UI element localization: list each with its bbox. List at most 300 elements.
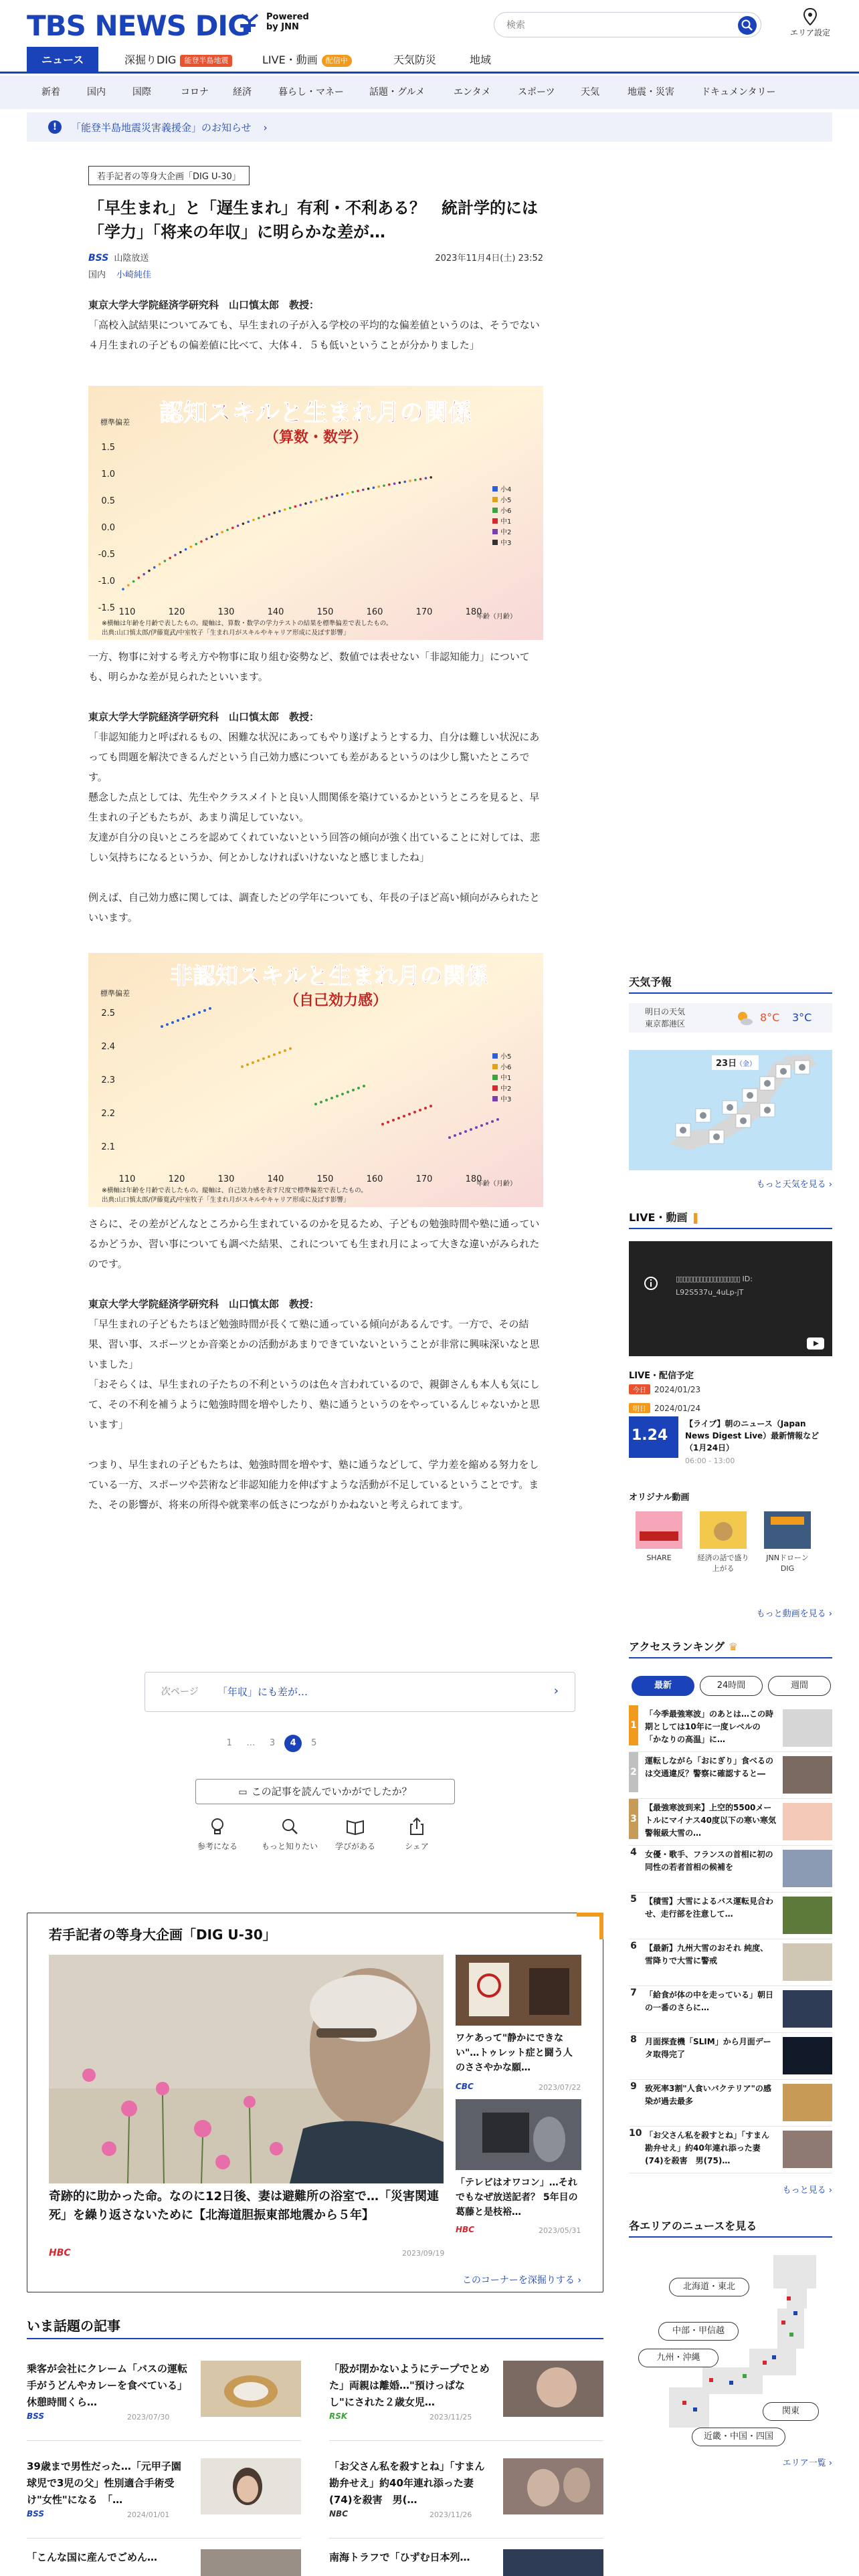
subnav-entertainment[interactable]: エンタメ (454, 87, 491, 98)
ranking-thumb (783, 2131, 832, 2168)
series-side-source-2: HBC (456, 2225, 474, 2234)
trending-item[interactable]: 「こんな国に産んでごめん… (27, 2549, 301, 2576)
chart1-point (419, 478, 422, 481)
chart2-point (177, 1019, 179, 1022)
chart1-point (393, 482, 396, 485)
next-page-link[interactable]: 次ページ 「年収」にも差が… › (145, 1672, 575, 1712)
chart1-point (425, 477, 427, 479)
chart2-legend-swatch (492, 1064, 498, 1069)
chart2-xtick: 180 (465, 1174, 482, 1184)
speaker-label: 東京大学大学院経済学研究科 山口慎太郎 教授： (88, 711, 320, 723)
chart1-point (237, 524, 240, 527)
ranking-item[interactable] (629, 1705, 832, 1752)
chart1-point (263, 515, 266, 518)
original-video-title: オリジナル動画 (629, 1493, 690, 1503)
nav-news[interactable]: ニュース (27, 47, 98, 74)
youtube-icon (807, 1337, 824, 1350)
weather-more-link[interactable]: もっと天気を見る › (756, 1180, 832, 1190)
subnav-new[interactable]: 新着 (41, 87, 60, 98)
area-chubu[interactable]: 中部・甲信越 (658, 2322, 739, 2341)
chart1-note1: ※横軸は年齢を月齢で表したもの。縦軸は、算数・数学の学力テストの結果を標準偏差で表したもの。 (102, 620, 393, 627)
chart1-xtick: 180 (465, 607, 482, 617)
chart1-xlabel: 年齢（月齢） (476, 613, 516, 621)
ranking-item[interactable] (629, 2127, 832, 2173)
area-news-title: 各エリアのニュースを見る (629, 2220, 757, 2232)
chart1-point (310, 501, 312, 504)
paragraph: 例えば、自己効力感に関しては、調査したどの学年についても、年長の子ほど高い傾向がみられたといいます。 (88, 891, 540, 924)
chart1-legend-label: 中2 (500, 529, 512, 536)
subnav-intl[interactable]: 国際 (132, 87, 151, 98)
ranking-item[interactable] (629, 2080, 832, 2127)
chart1-point (174, 554, 177, 556)
map-day: （金） (736, 1061, 756, 1068)
ranking-text: 【最強寒波到来】上空的5500メートルにマイナス40度以下の寒い寒気 警報級大雪の… (645, 1803, 776, 1838)
chart2-xtick: 160 (366, 1174, 383, 1184)
chart2-subtitle: （自己効力感） (284, 992, 388, 1009)
chart1-xtick: 140 (267, 607, 284, 617)
feedback-helpful[interactable]: 参考になる (187, 1816, 248, 1852)
article-source[interactable]: 山陰放送 (114, 253, 149, 263)
page-3[interactable]: 3 (269, 1738, 276, 1748)
chart2-point (363, 1085, 365, 1087)
article-headline: 「早生まれ」と「遅生まれ」有利・不利ある？ 統計学的には「学力」「将来の年収」に明らかな差が… (88, 199, 538, 241)
site-logo[interactable]: TBS NEWS DIG (27, 9, 250, 42)
chart1-point (138, 576, 140, 579)
chart2-point (430, 1105, 432, 1107)
subnav-corona[interactable]: コロナ (181, 87, 209, 98)
original-caption[interactable]: SHARE (646, 1553, 672, 1562)
nav-live[interactable]: LIVE・動画 配信中 (262, 47, 352, 74)
trending-thumb (503, 2458, 603, 2514)
ranking-item[interactable] (629, 1752, 832, 1799)
weather-spot-icon (713, 1134, 720, 1140)
chart2-point (289, 1047, 292, 1050)
divider (629, 2236, 832, 2238)
ranking-item[interactable] (629, 1939, 832, 1986)
chart2-point (413, 1111, 416, 1113)
chart2-title: 非認知スキルと生まれ月の関係 (170, 963, 488, 990)
ranking-tab-24h[interactable]: 24時間 (700, 1676, 763, 1696)
ranking-title: アクセスランキング ♛ (629, 1640, 738, 1653)
ranking-thumb (783, 1897, 832, 1934)
chart2-point (257, 1059, 260, 1062)
chart2-point (262, 1057, 265, 1060)
ranking-number: 10 (629, 2128, 642, 2139)
chart2-point (193, 1013, 195, 1016)
area-kinki[interactable]: 近畿・中国・四国 (692, 2428, 785, 2446)
original-caption[interactable]: JNNドローンDIG (766, 1553, 809, 1573)
chart2-ytick: 2.4 (101, 1042, 115, 1052)
chart2-legend-swatch (492, 1053, 498, 1059)
trending-item[interactable]: 39歳まで男性だった…「元甲子園球児で3児の父」性別適合手術受け"女性"になる 「… BSS 2024/01/01 (27, 2458, 301, 2539)
live-title: LIVE・動画 ❚ (629, 1211, 700, 1224)
ranking-text: 「今季最強寒波」のあとは…この時期としては10年に一度レベルの「かなりの高温」に… (645, 1709, 774, 1744)
feedback-learn[interactable]: 学びがある (325, 1816, 385, 1852)
ranking-text: 【最新】九州大雪のおそれ 純度、雪降りで大雪に警戒 (645, 1943, 769, 1965)
subnav-economy[interactable]: 経済 (233, 87, 252, 98)
chart1-point (430, 476, 432, 479)
speaker-label: 東京大学大学院経済学研究科 山口慎太郎 教授： (88, 1298, 320, 1310)
chart2-point (330, 1097, 333, 1099)
chart2-point (392, 1119, 395, 1121)
chart1-point (142, 573, 145, 576)
chart2-point (352, 1089, 355, 1091)
chart2-xtick: 150 (316, 1174, 334, 1184)
chart1-point (159, 563, 161, 566)
chart1-legend-swatch (492, 508, 498, 513)
chart1-point (377, 486, 380, 488)
video-more-link[interactable]: もっと動画を見る › (756, 1609, 832, 1619)
live-schedule-item[interactable]: 1.24 【ライブ】朝のニュース（Japan News Digest Live）最新情報など（1月24日） 06:00 - 13:00 (629, 1416, 832, 1470)
chart1-point (336, 494, 339, 497)
chart1-point (414, 479, 417, 481)
chart2-point (209, 1007, 211, 1010)
ranking-text: 女優・歌手、フランスの首相に初の同性の若者首相の候補を (645, 1850, 773, 1872)
chart1-point (247, 520, 250, 523)
paragraph: つまり、早生まれの子どもたちは、勉強時間を増やす、塾に通うなどして、学力差を縮める努力をしている一方、スポーツや芸術など非認知能力を伸ばすような活動が不足しているということです。また、その影響が、将来の所得や就業率の低さにつながりかねないと考えられてます。 (88, 1459, 539, 1511)
chart2-legend-label: 中2 (500, 1085, 512, 1093)
chart1-point (351, 491, 354, 494)
chart1-point (362, 489, 365, 492)
feedback-more[interactable]: もっと知りたい (260, 1816, 320, 1852)
notice-text: 「能登半島地震災害義援金」のお知らせ (71, 122, 252, 134)
chart1-point (341, 493, 344, 496)
area-kanto[interactable]: 関東 (763, 2402, 819, 2421)
jnn-logo-icon (240, 12, 260, 35)
nav-region[interactable]: 地域 (470, 53, 492, 66)
chart1-ytick: 0.5 (101, 496, 115, 506)
chart1-point (226, 529, 229, 532)
trending-thumb (201, 2361, 301, 2417)
search-input[interactable] (505, 18, 726, 33)
subnav-weather[interactable]: 天気 (581, 87, 599, 98)
chart1-point (164, 560, 167, 562)
chart2-legend-swatch (492, 1085, 498, 1091)
corner-accent (577, 1913, 603, 1939)
live-schedule-title: LIVE・配信予定 (629, 1371, 694, 1381)
chart1-point (273, 512, 276, 514)
weather-spot-icon (680, 1127, 686, 1134)
notice-banner[interactable] (27, 112, 832, 142)
chart2-point (341, 1093, 344, 1095)
chart2-ylabel: 標準偏差 (100, 989, 130, 998)
weather-widget[interactable]: 明日の天気 東京都港区 8°C 3°C (629, 1003, 832, 1033)
chart2-point (347, 1091, 349, 1093)
chart2-point (241, 1065, 244, 1068)
series-main-caption[interactable]: 奇跡的に助かった命。なのに12日後、妻は避難所の浴室で…「災害関連死」を繰り返さないために【北海道胆振東部地震から５年】 (49, 2189, 440, 2222)
weather-spot-icon (700, 1112, 706, 1119)
page-1[interactable]: 1 (226, 1738, 232, 1748)
weather-spot-icon (747, 1092, 753, 1099)
weather-map[interactable] (629, 1050, 832, 1170)
chart1-legend-label: 小4 (500, 486, 512, 494)
series-side-thumb-2[interactable] (456, 2099, 581, 2170)
chart1-point (148, 570, 151, 572)
ranking-thumb (783, 1943, 832, 1981)
chart2-legend-label: 小6 (500, 1064, 512, 1071)
search-button[interactable] (738, 16, 757, 35)
chart2-point (284, 1049, 286, 1052)
weather-spot-icon (780, 1068, 787, 1075)
chart1-legend-swatch (492, 518, 498, 524)
weather-spot-icon (740, 1117, 747, 1124)
ranking-thumb (783, 1803, 832, 1840)
chart1-point (132, 580, 135, 583)
weather-title: 天気予報 (629, 976, 672, 988)
ranking-number: 2 (629, 1752, 638, 1792)
ranking-text: 【積雪】大雪によるバス運転見合わせ、走行部を注意して… (645, 1897, 774, 1919)
chart2-point (448, 1136, 451, 1139)
chart1-point (315, 500, 318, 502)
trending-item[interactable]: 「お父さん私を殺すとね」「すまん勘弁せえ」約40年連れ添った妻(74)を殺害 男(… NBC 2023/11/26 (329, 2458, 603, 2539)
chart2-ytick: 2.5 (101, 1008, 115, 1018)
ranking-thumb (783, 1990, 832, 2028)
chart1-legend-label: 小5 (500, 497, 512, 504)
article-category[interactable]: 国内 (88, 270, 106, 280)
live-today: 今日 2024/01/23 (629, 1384, 700, 1394)
subnav-documentary[interactable]: ドキュメンタリー (701, 87, 776, 98)
chevron-right-icon: › (263, 122, 268, 134)
chart1-xtick: 160 (366, 607, 383, 617)
chart2-point (397, 1117, 400, 1119)
chart1-point (179, 551, 182, 554)
article-date: 2023年11月4日(土) 23:52 (435, 253, 543, 263)
search-box (494, 12, 761, 37)
original-thumb[interactable] (636, 1511, 682, 1549)
chart2-point (278, 1051, 281, 1054)
chart2-point (357, 1087, 360, 1089)
page-ellipsis: … (246, 1738, 256, 1748)
ranking-number: 6 (630, 1941, 637, 1951)
ranking-thumb (783, 1850, 832, 1887)
subnav-disaster[interactable]: 地震・災害 (628, 87, 674, 98)
divider (629, 1657, 832, 1658)
ranking-tab-weekly[interactable]: 週間 (768, 1676, 831, 1696)
area-more-link[interactable]: エリア一覧 › (782, 2458, 832, 2468)
chart1-legend-swatch (492, 529, 498, 534)
chart2-point (320, 1101, 322, 1103)
chart1-point (347, 492, 349, 495)
weather-spot-icon (727, 1104, 733, 1111)
video-error-id: ▯▯▯▯▯▯▯▯▯▯▯▯▯▯▯▯▯▯▯ ID: (676, 1275, 753, 1283)
series-section-title: 若手記者の等身大企画「DIG U-30」 (49, 1927, 276, 1943)
nav-weather[interactable]: 天気防災 (393, 53, 437, 66)
live-tomorrow: 明日 2024/01/24 (629, 1403, 700, 1413)
original-thumb[interactable] (700, 1511, 747, 1549)
original-thumb[interactable] (764, 1511, 811, 1549)
chart1-xtick: 120 (168, 607, 185, 617)
chart1-point (242, 522, 245, 525)
chart1-point (221, 531, 223, 534)
ranking-item[interactable] (629, 2033, 832, 2080)
chart1-xtick: 130 (217, 607, 235, 617)
page-5[interactable]: 5 (311, 1738, 317, 1748)
chart1-point (403, 481, 406, 484)
area-setting-button[interactable]: エリア設定 (787, 8, 834, 38)
alert-icon: ! (48, 120, 62, 134)
divider (629, 1228, 832, 1229)
chart1-point (268, 514, 271, 516)
ranking-text: 「給食が体の中を走っている」朝日の一番のさらに… (645, 1990, 774, 2012)
trending-thumb (503, 2549, 603, 2576)
weather-spot-icon (764, 1107, 771, 1113)
chart1-point (185, 548, 187, 551)
chart1-point (205, 538, 208, 540)
ranking-thumb (783, 1756, 832, 1794)
chart1-point (169, 557, 171, 560)
article-author[interactable]: 小崎純佳 (116, 270, 152, 280)
series-side-caption-1[interactable]: ワケあって"静かにできない"…トゥレット症と闘う人のささやかな願… (456, 2033, 573, 2073)
chart2-point (171, 1021, 174, 1024)
chart2-legend-label: 中1 (500, 1075, 512, 1082)
series-main-image[interactable] (49, 1955, 444, 2183)
weather-spot-icon (799, 1064, 805, 1071)
chart2-point (166, 1023, 169, 1026)
ranking-tab-latest[interactable]: 最新 (632, 1676, 694, 1696)
chart2-point (187, 1015, 190, 1018)
chart1-point (294, 506, 297, 508)
chart2-point (198, 1011, 201, 1014)
subnav-domestic[interactable]: 国内 (87, 87, 106, 98)
chart2-legend-swatch (492, 1075, 498, 1080)
chart2-point (408, 1113, 411, 1115)
share-button[interactable]: シェア (387, 1816, 447, 1852)
chart2-point (470, 1128, 472, 1131)
chart2-point (496, 1118, 499, 1121)
chart1-point (320, 498, 323, 501)
ranking-number: 3 (629, 1799, 638, 1839)
chart2-point (268, 1055, 270, 1058)
ranking-item[interactable] (629, 1986, 832, 2033)
chart2-point (459, 1132, 462, 1135)
live-video-player[interactable]: ▯▯▯▯▯▯▯▯▯▯▯▯▯▯▯▯▯▯▯ ID: L92S537u_4uLp-jT (629, 1241, 832, 1356)
chart2-point (314, 1103, 317, 1105)
ranking-number: 1 (629, 1705, 638, 1745)
divider (629, 992, 832, 994)
subnav-gourmet[interactable]: 話題・グルメ (369, 87, 425, 98)
ranking-more-link[interactable]: もっと見る › (782, 2185, 832, 2195)
chart1-point (284, 508, 286, 511)
chart1-point (200, 540, 203, 543)
chart2-point (252, 1061, 254, 1064)
search-icon (738, 16, 757, 35)
chart1-note2: 出典:山口慎太郎/伊藤寛武/中室牧子「生まれ月がスキルやキャリア形成に及ぼす影響」 (102, 629, 350, 637)
paragraph: 「高校入試結果についてみても、早生まれの子が入る学校の平均的な偏差値というのは、そうでない４月生まれの子どもの偏差値に比べて、大体４．５も低いということが分かりました」 (88, 319, 540, 351)
chart1-point (211, 536, 213, 538)
chart1-ytick: -0.5 (98, 550, 115, 560)
chart2-xtick: 140 (267, 1174, 284, 1184)
site-header (0, 0, 859, 47)
chart2-point (475, 1126, 478, 1129)
map-date: 23日 (716, 1059, 737, 1069)
main-nav (0, 47, 859, 74)
chart2-point (182, 1017, 185, 1020)
chart1-point (278, 510, 281, 513)
chart2-point (480, 1124, 483, 1127)
chart1-point (304, 502, 307, 505)
share-icon (407, 1816, 427, 1836)
trending-title: いま話題の記事 (27, 2318, 120, 2334)
lightbulb-icon (207, 1816, 227, 1836)
chart1-point (409, 479, 411, 482)
chart2-point (203, 1009, 206, 1012)
chart1-legend-swatch (492, 497, 498, 502)
series-side-caption-2[interactable]: 「テレビはオワコン」…それでもなぜ放送記者？ 5年目の葛藤と是枝裕… (456, 2177, 578, 2218)
chart1-title: 認知スキルと生まれ月の関係 (159, 399, 472, 427)
chart1-point (216, 533, 219, 536)
powered-by: Powered by JNN (266, 12, 309, 32)
chart1-legend-label: 中3 (500, 540, 512, 547)
chart1-legend-label: 中1 (500, 518, 512, 526)
trending-item[interactable]: 「股が閉かないようにテープでとめた」両親は離婚…"預けっぱなし"にされた２歳女児… RSK 2023/11/25 (329, 2361, 603, 2441)
series-more-link[interactable]: このコーナーを深掘りする › (462, 2275, 581, 2286)
paragraph: 「早生まれの子どもたちほど勉強時間が長くて塾に通っている傾向があるんです。一方で、その結果、習い事、スポーツとか音楽とかの活動があまりできていないということが非常に興味深いなと思いました」 (88, 1318, 540, 1370)
chart1-subtitle: （算数・数学） (264, 429, 368, 446)
pagination (0, 1735, 543, 1752)
sub-nav (0, 76, 859, 109)
ranking-item[interactable] (629, 1846, 832, 1893)
location-pin-icon (803, 8, 818, 25)
ranking-number: 7 (630, 1988, 637, 1998)
chart2-point (273, 1053, 276, 1056)
ranking-item[interactable] (629, 1893, 832, 1939)
chart1-legend-label: 小6 (500, 508, 512, 515)
chart2-note1: ※横軸は年齢を月齢で表したもの。縦軸は、自己効力感を表す尺度で標準偏差で表したもの。 (102, 1187, 367, 1194)
chart1-ytick: -1.0 (98, 576, 115, 586)
speaker-label: 東京大学大学院経済学研究科 山口慎太郎 教授： (88, 299, 320, 311)
chart2-ytick: 2.2 (101, 1109, 115, 1119)
ranking-text: 致死率3割"人食いバクテリア"の感染が過去最多 (645, 2084, 771, 2106)
chart2-point (424, 1107, 427, 1109)
subnav-money[interactable]: 暮らし・マネー (278, 87, 344, 98)
area-hokkaido-tohoku[interactable]: 北海道・東北 (669, 2278, 749, 2296)
trending-thumb (201, 2458, 301, 2514)
trending-item[interactable]: 南海トラフで「ひずむ日本列… (329, 2549, 603, 2576)
ranking-number: 4 (630, 1847, 637, 1858)
series-side-thumb-1[interactable] (456, 1955, 581, 2026)
chart2-point (325, 1099, 328, 1101)
paragraph: さらに、その差がどんなところから生まれているのかを見るため、子どもの勉強時間や塾に通っているかどうか、習い事についても調べた結果、これについても生まれ月によって大きな違いがみられたのです。 (88, 1218, 540, 1270)
series-tag[interactable]: 若手記者の等身大企画「DIG U-30」 (88, 166, 250, 185)
chart1-point (367, 488, 370, 490)
chart-noncognitive-image (88, 953, 543, 1207)
trending-item[interactable]: 乗客が会社にクレーム「バスの運転手がうどんやカレーを食べている」 休憩時間くら… BSS 2023/07/30 (27, 2361, 301, 2441)
chart2-legend-label: 小5 (500, 1053, 512, 1061)
paragraph: 懸念した点としては、先生やクラスメイトと良い人間関係を築けているかというところを見ると、早生まれの子どもたちが、あまり満足していない。 (88, 791, 540, 823)
subnav-sports[interactable]: スポーツ (518, 87, 555, 98)
chart2-point (454, 1134, 456, 1137)
chart2-point (491, 1120, 494, 1123)
chart1-xtick: 170 (415, 607, 433, 617)
ranking-thumb (783, 2037, 832, 2074)
chart1-point (388, 484, 391, 486)
paragraph: 「非認知能力と呼ばれるもの、困難な状況にあってもやり遂げようとする力、自分は難しい状況にあっても問題を解決できるんだという自己効力感についても差があるというのは少し驚いたところです。 (88, 731, 540, 783)
chart1-point (153, 566, 156, 569)
chart1-legend-swatch (492, 486, 498, 492)
page-4-current[interactable]: 4 (284, 1735, 302, 1752)
chart1-point (373, 486, 375, 489)
ranking-number: 5 (630, 1894, 637, 1905)
chart1-ytick: 1.5 (101, 443, 115, 453)
chart2-point (336, 1095, 339, 1097)
ranking-text: 月面探査機「SLIM」から月面データ取得完了 (645, 2037, 771, 2059)
nav-fukabori[interactable]: 深掘りDIG 能登半島地震 (124, 47, 232, 74)
original-caption[interactable]: 経済の話で盛り上がる (697, 1553, 749, 1573)
chart1-ytick: 0.0 (101, 523, 115, 533)
chart1-point (195, 543, 197, 546)
area-kyushu[interactable]: 九州・沖縄 (638, 2349, 719, 2367)
ranking-item[interactable] (629, 1799, 832, 1846)
